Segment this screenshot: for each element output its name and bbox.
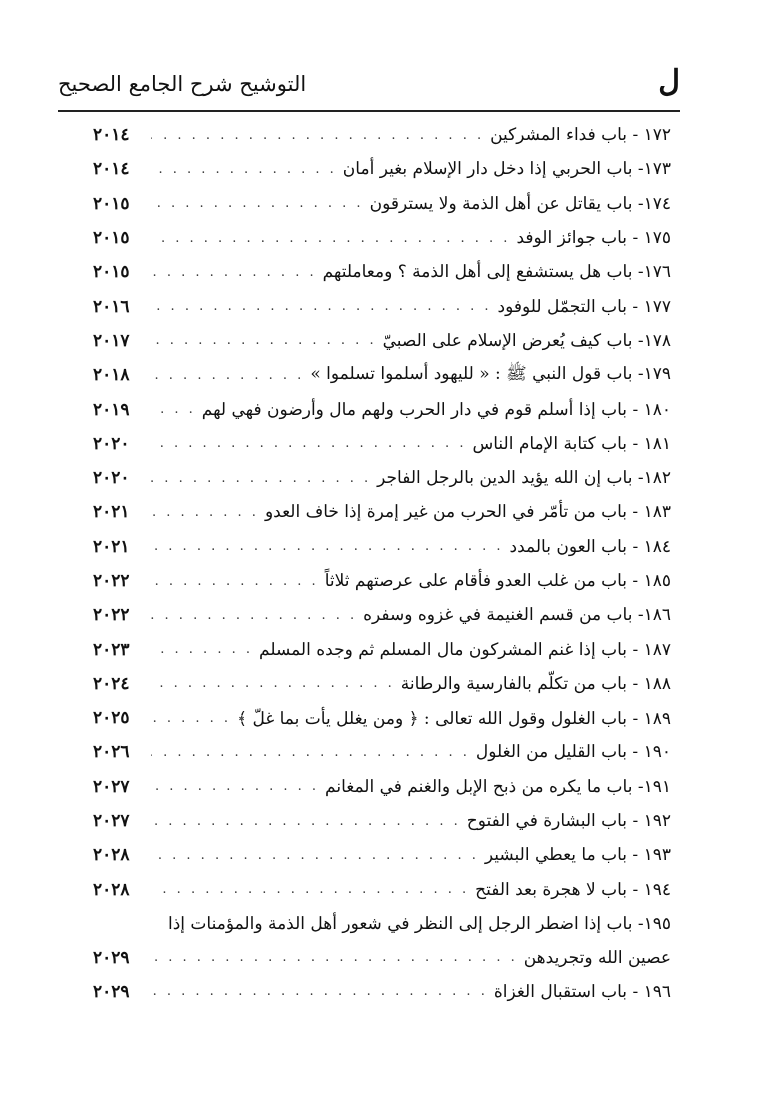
toc-entry-page: ٢٠٢٨ bbox=[93, 845, 130, 866]
toc-entry bbox=[93, 392, 671, 426]
toc-entry-title: ١٧٨- باب كيف يُعرض الإسلام على الصبيّ bbox=[382, 330, 671, 351]
toc-entry-title: ١٩٤ - باب لا هجرة بعد الفتح bbox=[475, 879, 671, 900]
toc-entry-page: ٢٠١٧ bbox=[93, 330, 130, 351]
toc-entry-title: ١٧٢ - باب فداء المشركين bbox=[490, 125, 671, 146]
page-number-letter: ل bbox=[658, 64, 680, 99]
toc-entry bbox=[93, 804, 671, 838]
toc-entry-page: ٢٠٢٢ bbox=[93, 605, 130, 626]
toc-entry-page: ٢٠١٦ bbox=[93, 296, 130, 317]
toc-entry-title: ١٨٨ - باب من تكلّم بالفارسية والرطانة bbox=[400, 673, 671, 694]
toc-entry bbox=[93, 598, 671, 632]
toc-entry-title: ١٩٦ - باب استقبال الغزاة bbox=[493, 981, 671, 1002]
leader-dots bbox=[151, 402, 196, 417]
toc-entry-title: ١٧٦- باب هل يستشفع إلى أهل الذمة ؟ ومعاملتهم bbox=[322, 262, 671, 283]
toc-entry bbox=[93, 324, 671, 358]
leader-dots bbox=[151, 984, 488, 999]
page-header bbox=[58, 60, 680, 112]
toc-entry bbox=[93, 564, 671, 598]
leader-dots bbox=[151, 642, 253, 657]
toc-entry-title-line1: ١٩٥- باب إذا اضطر الرجل إلى النظر في شعور أهل الذمة والمؤمنات إذا bbox=[167, 913, 671, 934]
toc-entry-page: ٢٠٢٥ bbox=[93, 708, 130, 729]
toc-entry bbox=[93, 358, 671, 392]
toc-entry-page: ٢٠٢٣ bbox=[93, 639, 130, 660]
toc-entry-page: ٢٠٢٠ bbox=[93, 468, 130, 489]
toc-entry-title: ١٩١- باب ما يكره من ذبح الإبل والغنم في المغانم bbox=[325, 776, 671, 797]
toc-entry-page: ٢٠٢٢ bbox=[93, 571, 130, 591]
toc-entry-page: ٢٠٢٤ bbox=[93, 673, 130, 694]
toc-entry-page: ٢٠١٥ bbox=[93, 262, 130, 283]
leader-dots bbox=[151, 745, 470, 760]
toc-entry-page: ٢٠١٥ bbox=[93, 193, 130, 214]
toc-entry-page: ٢٠١٥ bbox=[93, 228, 130, 249]
toc-entry bbox=[93, 632, 671, 666]
toc-entry bbox=[93, 701, 671, 735]
toc-entry-page: ٢٠٢٩ bbox=[93, 981, 130, 1002]
toc-entry bbox=[93, 975, 671, 1009]
leader-dots bbox=[151, 265, 317, 280]
toc-entry-page: ٢٠١٤ bbox=[93, 125, 130, 146]
toc-entry-title: ١٧٤- باب يقاتل عن أهل الذمة ولا يسترقون bbox=[369, 193, 671, 214]
table-of-contents bbox=[93, 118, 671, 1009]
toc-entry-title: ١٨٢- باب إن الله يؤيد الدين بالرجل الفاجر bbox=[377, 468, 671, 489]
leader-dots bbox=[151, 882, 469, 897]
toc-entry bbox=[93, 530, 671, 564]
toc-entry-title-line2: عصين الله وتجريدهن bbox=[523, 947, 671, 968]
toc-entry-page: ٢٠٢٠ bbox=[93, 433, 130, 454]
leader-dots bbox=[151, 299, 492, 314]
toc-entry-page: ٢٠١٨ bbox=[93, 365, 130, 386]
toc-entry bbox=[93, 427, 671, 461]
toc-entry bbox=[93, 118, 671, 152]
toc-entry-page: ٢٠٢٨ bbox=[93, 879, 130, 900]
toc-entry-title: ١٩٣ - باب ما يعطي البشير bbox=[484, 845, 671, 866]
toc-entry-title: ١٨٦- باب من قسم الغنيمة في غزوه وسفره bbox=[363, 605, 671, 626]
leader-dots bbox=[151, 368, 304, 383]
toc-entry-title: ١٨٩ - باب الغلول وقول الله تعالى : ﴿ ومن يغلل يأت بما غلّ ﴾ bbox=[237, 708, 671, 729]
toc-entry bbox=[93, 461, 671, 495]
toc-entry-title: ١٨١ - باب كتابة الإمام الناس bbox=[472, 433, 671, 454]
leader-dots bbox=[151, 950, 518, 965]
toc-entry bbox=[93, 187, 671, 221]
toc-entry bbox=[93, 770, 671, 804]
toc-entry bbox=[93, 873, 671, 907]
toc-entry-page: ٢٠٢٦ bbox=[93, 742, 130, 763]
leader-dots bbox=[151, 231, 510, 246]
toc-entry bbox=[93, 289, 671, 323]
toc-entry-title: ١٨٥ - باب من غلب العدو فأقام على عرصتهم ثلاثاً bbox=[324, 571, 671, 591]
toc-entry-page: ٢٠٢١ bbox=[93, 502, 130, 523]
toc-entry-title: ١٩٠ - باب القليل من الغلول bbox=[475, 742, 671, 763]
book-title: التوشيح شرح الجامع الصحيح bbox=[58, 72, 307, 96]
toc-entry-title: ١٩٢ - باب البشارة في الفتوح bbox=[466, 811, 671, 832]
leader-dots bbox=[151, 128, 484, 143]
toc-entry-page: ٢٠٢٧ bbox=[93, 811, 130, 832]
toc-entry bbox=[93, 152, 671, 186]
leader-dots bbox=[151, 471, 371, 486]
toc-entry-title: ١٧٥ - باب جوائز الوفد bbox=[516, 228, 671, 249]
leader-dots bbox=[151, 333, 377, 348]
toc-entry-page: ٢٠٢٧ bbox=[93, 776, 130, 797]
toc-entry-title: ١٧٧ - باب التجمّل للوفود bbox=[497, 296, 671, 317]
leader-dots bbox=[151, 505, 259, 520]
leader-dots bbox=[151, 814, 461, 829]
leader-dots bbox=[151, 436, 466, 451]
leader-dots bbox=[151, 608, 357, 623]
leader-dots bbox=[151, 574, 319, 589]
toc-entry-title: ١٧٩- باب قول النبي ﷺ : « لليهود أسلموا تسلموا » bbox=[310, 363, 671, 384]
toc-entry bbox=[93, 735, 671, 769]
leader-dots bbox=[151, 162, 337, 177]
toc-entry-title: ١٨٤ - باب العون بالمدد bbox=[509, 536, 671, 557]
leader-dots bbox=[151, 676, 395, 691]
toc-entry-title: ١٧٣- باب الحربي إذا دخل دار الإسلام بغير أمان bbox=[342, 159, 671, 180]
toc-entry-page: ٢٠٢١ bbox=[93, 536, 130, 557]
toc-entry bbox=[93, 221, 671, 255]
toc-entry-page: ٢٠١٩ bbox=[93, 399, 130, 420]
toc-entry bbox=[93, 667, 671, 701]
leader-dots bbox=[151, 711, 231, 726]
leader-dots bbox=[151, 196, 364, 211]
toc-entry-title: ١٨٣ - باب من تأمّر في الحرب من غير إمرة إذا خاف العدو bbox=[264, 502, 671, 523]
leader-dots bbox=[151, 848, 479, 863]
toc-entry-page: ٢٠١٤ bbox=[93, 159, 130, 180]
toc-entry-title: ١٨٧ - باب إذا غنم المشركون مال المسلم ثم وجده المسلم bbox=[259, 639, 671, 660]
toc-entry bbox=[93, 495, 671, 529]
toc-entry bbox=[93, 838, 671, 872]
toc-entry-multiline bbox=[93, 907, 671, 975]
toc-entry-page: ٢٠٢٩ bbox=[93, 947, 130, 968]
toc-entry bbox=[93, 255, 671, 289]
toc-entry-title: ١٨٠ - باب إذا أسلم قوم في دار الحرب ولهم مال وأرضون فهي لهم bbox=[201, 399, 671, 420]
leader-dots bbox=[151, 539, 504, 554]
leader-dots bbox=[151, 779, 319, 794]
